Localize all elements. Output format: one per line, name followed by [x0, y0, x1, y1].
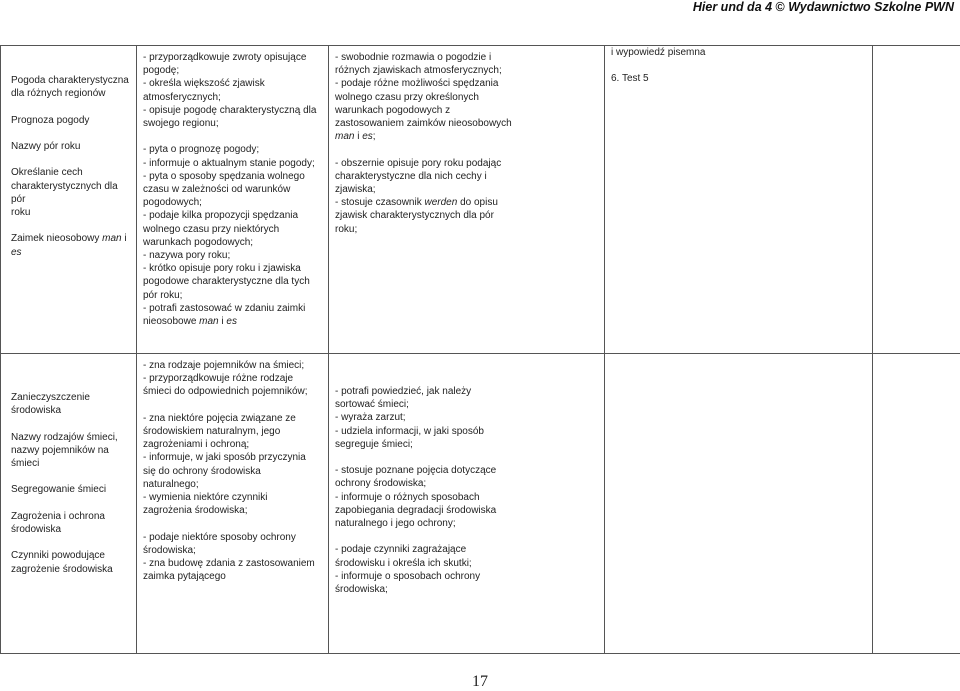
text-line: - pyta o prognozę pogody;: [143, 143, 322, 156]
group-spacer: [11, 127, 130, 140]
assessment-cell: [605, 354, 873, 654]
text-line: dla różnych regionów: [11, 87, 130, 100]
text-line: segreguje śmieci;: [335, 438, 598, 451]
text-line: - informuje o różnych sposobach: [335, 491, 598, 504]
requirement-group: [335, 543, 598, 596]
text-line: nieosobowe man i es: [143, 315, 322, 328]
basic-requirements-cell: [137, 354, 329, 654]
empty-cell: [873, 354, 960, 654]
text-line: - podaje kilka propozycji spędzania: [143, 209, 322, 222]
text-line: zapobiegania degradacji środowiska: [335, 504, 598, 517]
group-spacer: [335, 530, 598, 543]
text-line: warunkach pogodowych;: [143, 236, 322, 249]
text-line: - pyta o sposoby spędzania wolnego: [143, 170, 322, 183]
text-line: man i es;: [335, 130, 598, 143]
topic-item: [11, 232, 130, 258]
italic-term: es: [226, 316, 237, 327]
topic-item: [11, 74, 130, 100]
text-line: naturalnego;: [143, 478, 322, 491]
italic-term: man: [102, 233, 121, 244]
text-line: śmieci: [11, 457, 130, 470]
group-spacer: [143, 399, 322, 412]
requirement-group: [143, 531, 322, 584]
text-line: zjawisk charakterystycznych dla pór: [335, 209, 598, 222]
group-spacer: [335, 451, 598, 464]
text-line: - przyporządkowuje różne rodzaje: [143, 372, 322, 385]
requirement-group: [335, 51, 598, 143]
text-line: - stosuje czasownik werden do opisu: [335, 196, 598, 209]
group-spacer: [11, 153, 130, 166]
text-line: roku;: [335, 223, 598, 236]
group-spacer: [11, 497, 130, 510]
group-spacer: [11, 100, 130, 113]
basic-requirements-cell: [137, 46, 329, 354]
text-line: ochrony środowiska;: [335, 477, 598, 490]
requirement-group: [143, 51, 322, 130]
text-line: charakterystyczne dla nich cechy i: [335, 170, 598, 183]
text-line: [11, 246, 130, 259]
text-line: pogodowych;: [143, 196, 322, 209]
text-line: warunkach pogodowych z: [335, 104, 598, 117]
text-line: - obszernie opisuje pory roku podając: [335, 157, 598, 170]
text-line: - opisuje pogodę charakterystyczną dla: [143, 104, 322, 117]
text-line: wolnego czasu przy niektórych: [143, 223, 322, 236]
text-line: środowiskiem naturalnym, jego: [143, 425, 322, 438]
text-line: zagrożeniami i ochroną;: [143, 438, 322, 451]
requirement-group: [143, 143, 322, 328]
italic-term: man: [199, 316, 218, 327]
text-line: śmieci do odpowiednich pojemników;: [143, 385, 322, 398]
text-line: pogodę;: [143, 64, 322, 77]
text-line: - zna rodzaje pojemników na śmieci;: [143, 359, 322, 372]
text-line: środowiska: [11, 404, 130, 417]
text-line: - informuje o sposobach ochrony: [335, 570, 598, 583]
italic-term: man: [335, 131, 354, 142]
requirement-group: [143, 412, 322, 518]
text-line: pogodowe charakterystyczne dla tych: [143, 275, 322, 288]
text-line: zastosowaniem zaimków nieosobowych: [335, 117, 598, 130]
italic-term: werden: [424, 197, 457, 208]
topic-item: [11, 391, 130, 417]
text-line: - informuje, w jaki sposób przyczynia: [143, 451, 322, 464]
page-number: 17: [0, 673, 960, 691]
text-line: - wyraża zarzut;: [335, 411, 598, 424]
text-line: roku: [11, 206, 130, 219]
text-line: środowisku i określa ich skutki;: [335, 557, 598, 570]
text-line: - podaje różne możliwości spędzania: [335, 77, 598, 90]
topic-item: [11, 510, 130, 536]
text-line: swojego regionu;: [143, 117, 322, 130]
group-spacer: [143, 517, 322, 530]
text-line: - wymienia niektóre czynniki: [143, 491, 322, 504]
text-line: środowiska: [11, 523, 130, 536]
text-line: - krótko opisuje pory roku i zjawiska: [143, 262, 322, 275]
text-line: Pogoda charakterystyczna: [11, 74, 130, 87]
text-line: czasu w zależności od warunków: [143, 183, 322, 196]
topic-item: [11, 549, 130, 575]
text-line: zjawiska;: [335, 183, 598, 196]
topic-item: [11, 140, 130, 153]
topic-item: [11, 114, 130, 127]
group-spacer: [11, 536, 130, 549]
text-line: pór roku;: [143, 289, 322, 302]
text-line: Określanie cech: [11, 166, 130, 179]
topic-item: [11, 166, 130, 219]
text-line: - nazywa pory roku;: [143, 249, 322, 262]
extended-requirements-cell: [329, 46, 605, 354]
topic-item: [11, 431, 130, 471]
text-line: sortować śmieci;: [335, 398, 598, 411]
group-spacer: [11, 417, 130, 430]
topic-item: [11, 483, 130, 496]
text-line: Zagrożenia i ochrona: [11, 510, 130, 523]
text-line: Segregowanie śmieci: [11, 483, 130, 496]
text-line: nazwy pojemników na: [11, 444, 130, 457]
group-spacer: [335, 143, 598, 156]
text-line: się do ochrony środowiska: [143, 465, 322, 478]
copyright-symbol: ©: [776, 0, 785, 14]
assessment-cell: [605, 46, 873, 354]
text-line: charakterystycznych dla pór: [11, 180, 130, 206]
group-spacer: [11, 219, 130, 232]
extended-requirements-cell: [329, 354, 605, 654]
text-line: - określa większość zjawisk: [143, 77, 322, 90]
empty-cell: [873, 46, 960, 354]
table-row-environment: [1, 354, 960, 654]
text-line: - potrafi zastosować w zdaniu zaimki: [143, 302, 322, 315]
text-line: - udziela informacji, w jaki sposób: [335, 425, 598, 438]
italic-term: es: [11, 247, 22, 258]
text-line: - zna budowę zdania z zastosowaniem: [143, 557, 322, 570]
topics-cell: [1, 354, 137, 654]
text-line: naturalnego i jego ochrony;: [335, 517, 598, 530]
requirement-group: [143, 359, 322, 399]
text-line: zagrożenia środowiska;: [143, 504, 322, 517]
text-line: Czynniki powodujące: [11, 549, 130, 562]
assessment-item: i wypowiedź pisemna: [611, 46, 866, 59]
text-line: Nazwy pór roku: [11, 140, 130, 153]
text-line: różnych zjawiskach atmosferycznych;: [335, 64, 598, 77]
text-line: zagrożenie środowiska: [11, 563, 130, 576]
requirement-group: [335, 464, 598, 530]
text-line: - przyporządkowuje zwroty opisujące: [143, 51, 322, 64]
group-spacer: [11, 470, 130, 483]
text-line: środowiska;: [143, 544, 322, 557]
text-line: Prognoza pogody: [11, 114, 130, 127]
text-line: środowiska;: [335, 583, 598, 596]
page-header: [0, 0, 960, 14]
header-prefix: Hier und da 4: [693, 0, 776, 14]
text-line: - podaje niektóre sposoby ochrony: [143, 531, 322, 544]
text-line: - podaje czynniki zagrażające: [335, 543, 598, 556]
text-line: - swobodnie rozmawia o pogodzie i: [335, 51, 598, 64]
text-line: Zanieczyszczenie: [11, 391, 130, 404]
text-line: atmosferycznych;: [143, 91, 322, 104]
topics-cell: [1, 46, 137, 354]
text-line: wolnego czasu przy określonych: [335, 91, 598, 104]
text-line: - potrafi powiedzieć, jak należy: [335, 385, 598, 398]
requirement-group: [335, 157, 598, 236]
curriculum-table: [0, 45, 960, 654]
assessment-item: 6. Test 5: [611, 72, 866, 85]
text-line: zaimka pytającego: [143, 570, 322, 583]
header-publisher: Wydawnictwo Szkolne PWN: [785, 0, 954, 14]
italic-term: es: [362, 131, 373, 142]
group-spacer: [143, 130, 322, 143]
text-line: Zaimek nieosobowy man i: [11, 232, 130, 245]
text-line: - informuje o aktualnym stanie pogody;: [143, 157, 322, 170]
text-line: - zna niektóre pojęcia związane ze: [143, 412, 322, 425]
text-line: - stosuje poznane pojęcia dotyczące: [335, 464, 598, 477]
text-line: Nazwy rodzajów śmieci,: [11, 431, 130, 444]
requirement-group: [335, 385, 598, 451]
table-row-weather: [1, 46, 960, 354]
